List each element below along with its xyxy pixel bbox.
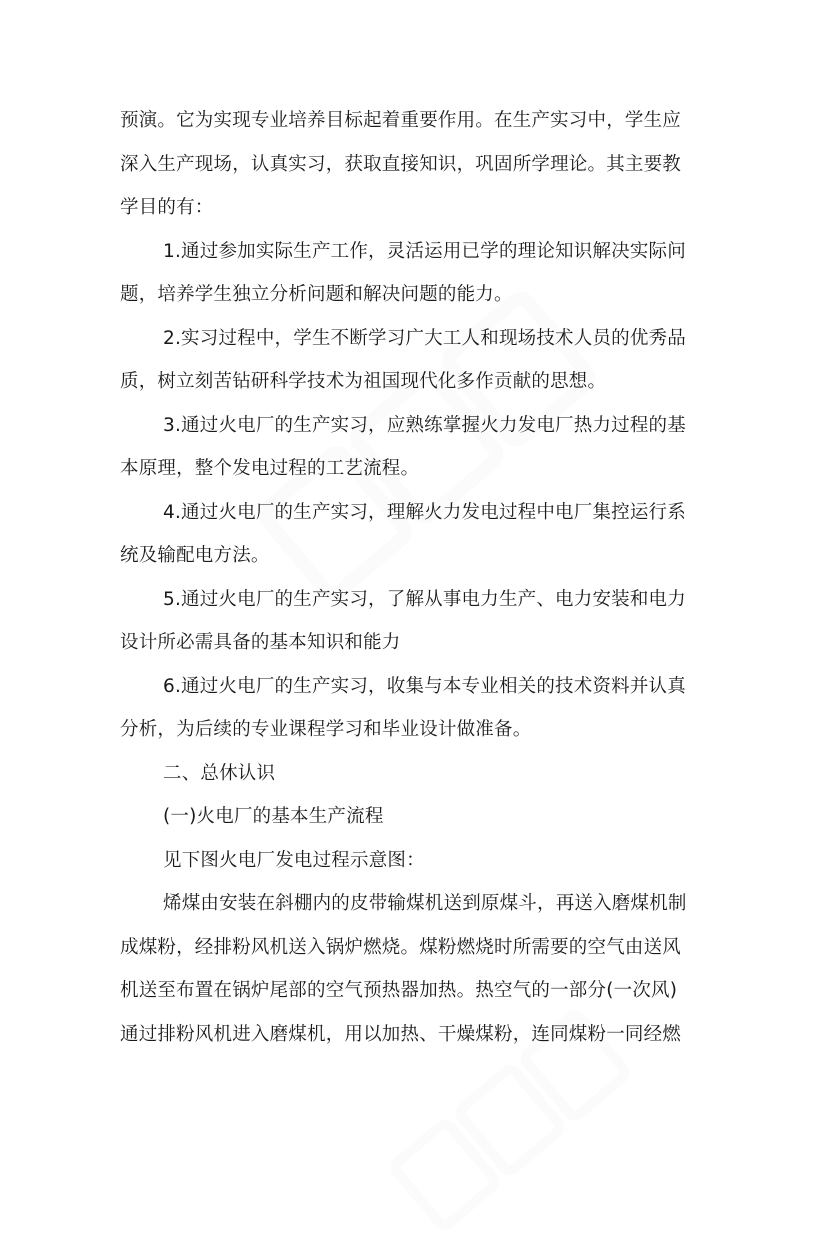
text-line: 题，培养学生独立分析问题和解决问题的能力。 (120, 284, 513, 305)
text-line: 深入生产现场，认真实习，获取直接知识，巩固所学理论。其主要教 (120, 153, 682, 175)
list-item-6: 6.通过火电厂的生产实习，收集与本专业相关的技术资料并认真 (163, 675, 686, 697)
text-line: 学目的有： (120, 197, 214, 218)
text-line: 本原理，整个发电过程的工艺流程。 (120, 458, 420, 479)
text-line: 成煤粉，经排粉风机送入锅炉燃烧。煤粉燃烧时所需要的空气由送风 (120, 936, 682, 958)
list-item-1: 1.通过参加实际生产工作，灵活运用已学的理论知识解决实际问 (163, 240, 686, 262)
section-heading: 二、总休认识 (163, 762, 276, 784)
list-item-2: 2.实习过程中，学生不断学习广大工人和现场技术人员的优秀品 (163, 327, 686, 349)
subsection-heading: (一)火电厂的基本生产流程 (163, 806, 384, 827)
text-line: 统及输配电方法。 (120, 545, 270, 566)
list-item-5: 5.通过火电厂的生产实习，了解从事电力生产、电力安装和电力 (163, 588, 686, 610)
list-item-3: 3.通过火电厂的生产实习，应熟练掌握火力发电厂热力过程的基 (163, 414, 686, 436)
text-line: 通过排粉风机进入磨煤机，用以加热、干燥煤粉，连同煤粉一同经燃 (120, 1023, 682, 1045)
figure-reference: 见下图火电厂发电过程示意图： (163, 849, 425, 871)
text-line: 预演。它为实现专业培养目标起着重要作用。在生产实习中，学生应 (120, 110, 682, 131)
list-item-4: 4.通过火电厂的生产实习，理解火力发电过程中电厂集控运行系 (163, 501, 686, 523)
text-line: 质，树立刻苦钻研科学技术为祖国现代化多作贡献的思想。 (120, 371, 607, 392)
text-line: 分析，为后续的专业课程学习和毕业设计做准备。 (120, 719, 532, 740)
document-body (120, 99, 712, 1056)
text-line: 机送至布置在锅炉尾部的空气预热器加热。热空气的一部分(一次风) (120, 980, 678, 1001)
paragraph-start: 烯煤由安装在斜棚内的皮带输煤机送到原煤斗，再送入磨煤机制 (163, 893, 687, 914)
text-line: 设计所必需具备的基本知识和能力 (120, 632, 401, 653)
